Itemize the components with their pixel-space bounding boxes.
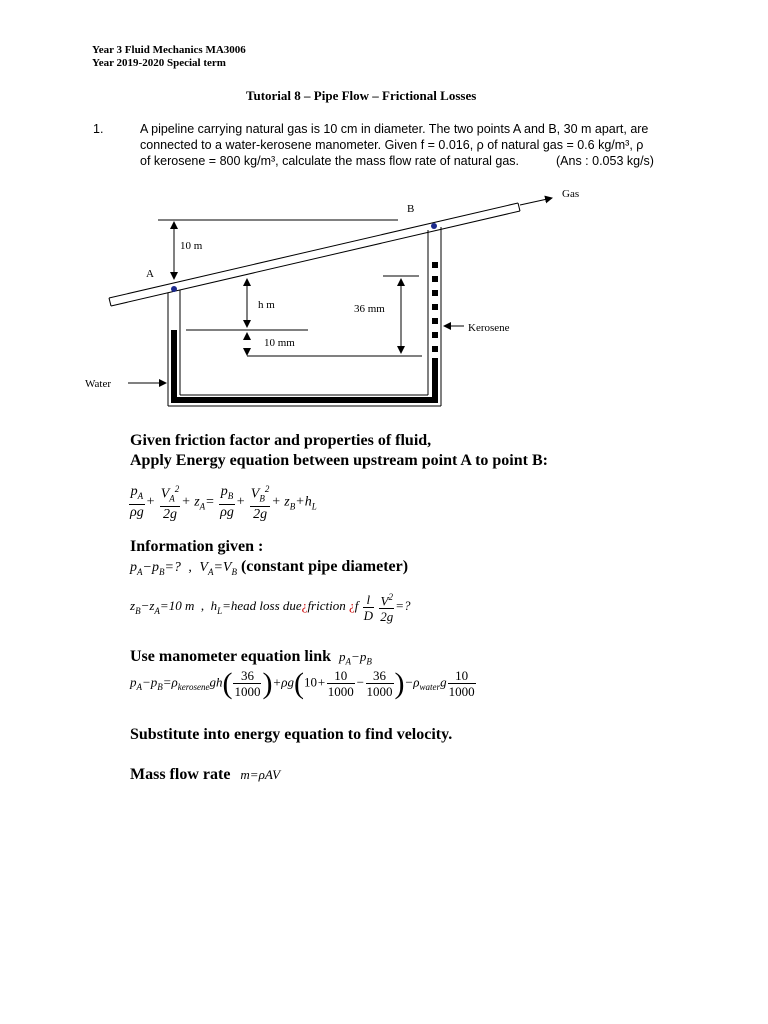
pressure-unknown-line: $p_A-p_B=$? , $V_A=V_B$ (constant pipe diameter) bbox=[130, 558, 409, 577]
point-a-label: A bbox=[146, 268, 154, 280]
manometer-heading: Use manometer equation link $p_A-p_B$ bbox=[130, 648, 372, 667]
h-label: h m bbox=[258, 299, 275, 311]
term-line: Year 2019-2020 Special term bbox=[92, 57, 226, 69]
energy-equation: $\frac{p_A}{\rho g}$ + $\frac{V_A^2}{2g}$ + $z_A=$ $\frac{p_B}{\rho g}$ + $\frac{V_B^2}{2g}$ + $z_B+h_L$ bbox=[130, 484, 317, 523]
question-line-1: A pipeline carrying natural gas is 10 cm in diameter. The two points A and B, 30 m apart, are bbox=[140, 122, 649, 136]
course-line: Year 3 Fluid Mechanics MA3006 bbox=[92, 44, 246, 56]
gas-label: Gas bbox=[562, 188, 580, 200]
gas-flow-arrow bbox=[520, 198, 552, 205]
head-loss-equation: $z_B-z_A=10$ m , $h_L=head$ loss due¿friction ¿f $\frac{l}{D}$ $\frac{V^2}{2g}$ =? bbox=[130, 591, 411, 625]
substitute-line: Substitute into energy equation to find velocity. bbox=[130, 726, 453, 743]
constant-diameter-note: (constant pipe diameter) bbox=[240, 558, 409, 575]
10mm-label: 10 mm bbox=[264, 337, 295, 349]
water-label: Water bbox=[85, 378, 111, 390]
mass-flow-formula: m=ρAV bbox=[240, 767, 281, 782]
manometer-diagram bbox=[0, 175, 768, 415]
tutorial-title: Tutorial 8 – Pipe Flow – Frictional Losses bbox=[246, 88, 477, 103]
kerosene-label: Kerosene bbox=[468, 322, 510, 334]
info-given-heading: Information given : bbox=[130, 538, 264, 555]
36mm-label: 36 mm bbox=[354, 303, 385, 315]
height-label: 10 m bbox=[180, 240, 203, 252]
question-number: 1. bbox=[93, 122, 104, 136]
point-a-dot bbox=[171, 286, 177, 292]
question-line-3: of kerosene = 800 kg/m³, calculate the mass flow rate of natural gas. bbox=[140, 154, 520, 168]
water-column bbox=[171, 330, 438, 403]
point-b-label: B bbox=[407, 203, 415, 215]
question-line-2: connected to a water-kerosene manometer. Given f = 0.016, ρ of natural gas = 0.6 kg/m³, ρ bbox=[140, 138, 644, 152]
manometer-tube bbox=[168, 227, 441, 406]
point-b-dot bbox=[431, 223, 437, 229]
given-line: Given friction factor and properties of fluid, bbox=[130, 432, 432, 449]
manometer-equation: $p_A-p_B=\rho_{kerosene}gh$( $\frac{36}{1000}$ )+ρg(10+ $\frac{10}{1000}$ − $\frac{36}{1000}$ )$-\rho_{water}g$ $\frac{10}{1000}$ bbox=[130, 666, 475, 700]
mass-flow-line: Mass flow rate m=ρAV bbox=[130, 766, 281, 783]
kerosene-column bbox=[432, 262, 438, 352]
inclined-pipe bbox=[109, 203, 520, 306]
answer: (Ans : 0.053 kg/s) bbox=[556, 154, 654, 168]
apply-line: Apply Energy equation between upstream point A to point B: bbox=[130, 452, 548, 469]
